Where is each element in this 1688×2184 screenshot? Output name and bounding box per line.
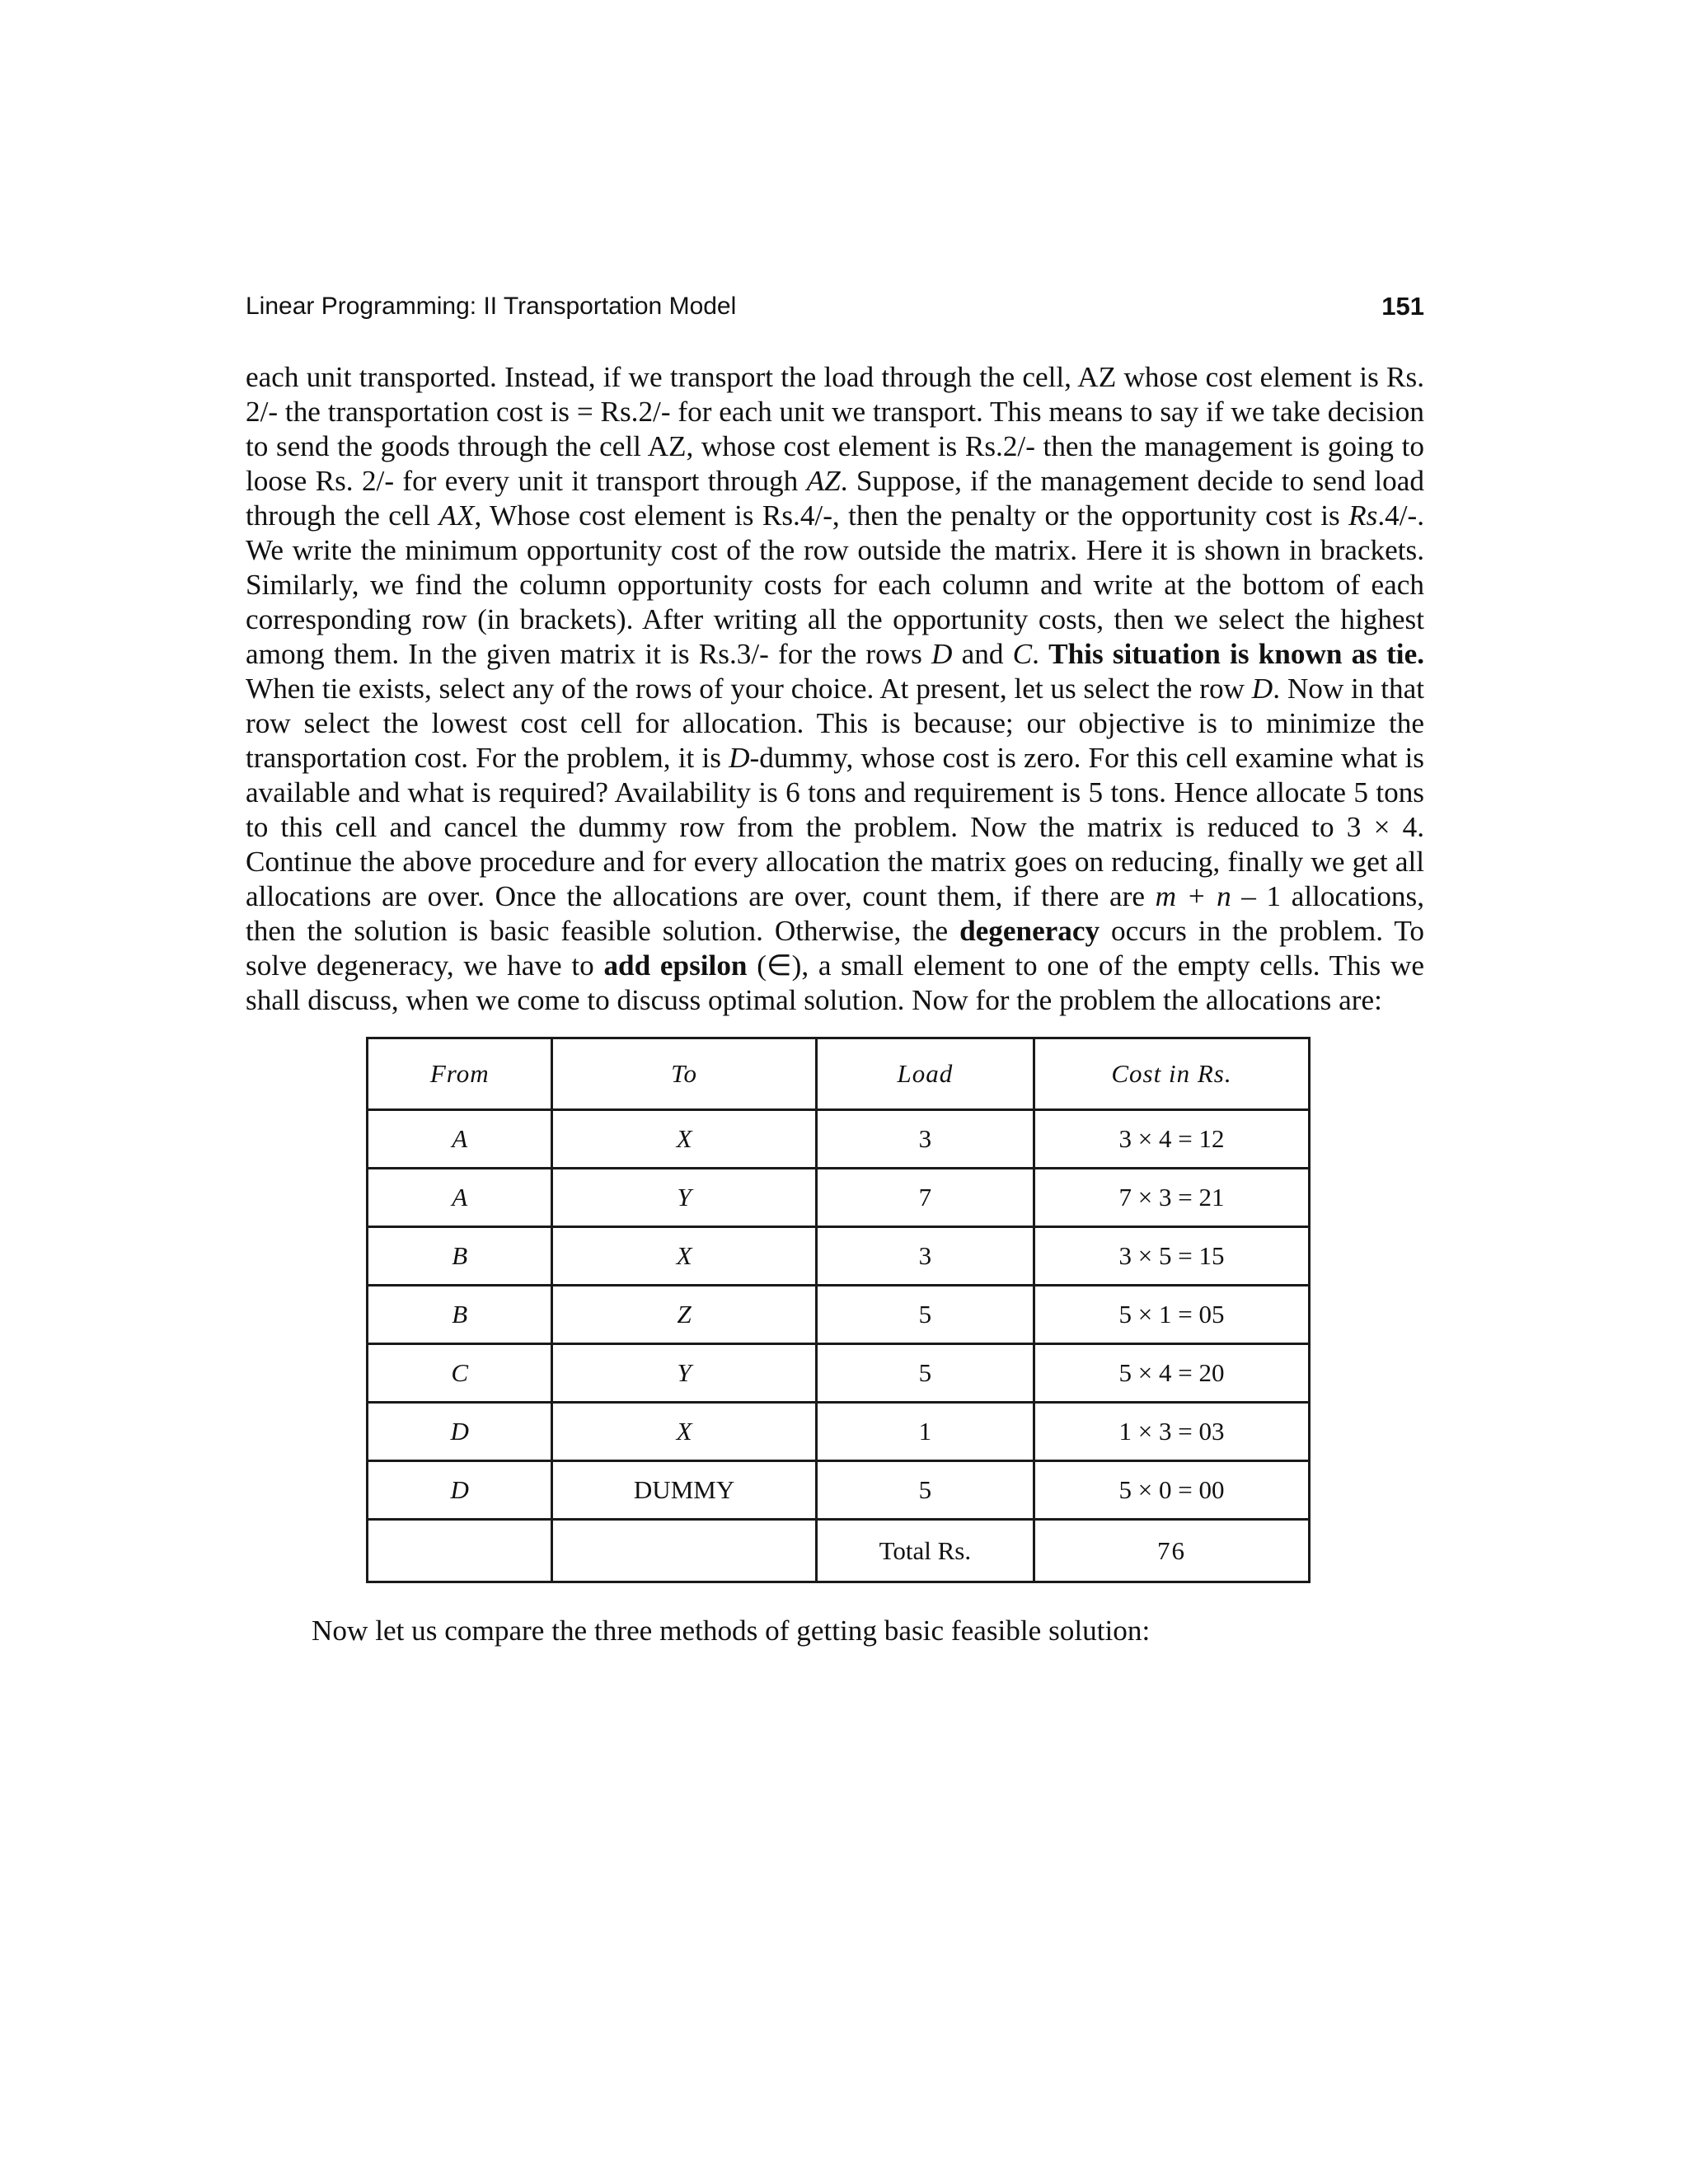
total-value: 76 [1034,1520,1309,1582]
cell-load: 1 [816,1403,1034,1461]
allocation-table [366,1037,1311,1583]
cell-to: Y [552,1344,816,1403]
cell-cost: 5 × 0 = 00 [1034,1461,1309,1520]
cell-to: X [552,1227,816,1286]
cell-from: C [368,1344,552,1403]
cell-from: B [368,1286,552,1344]
epsilon-emphasis: add epsilon [603,949,748,982]
cell-to: Z [552,1286,816,1344]
total-empty-cell [552,1520,816,1582]
cell-load: 7 [816,1169,1034,1227]
body-paragraph [246,360,1424,1018]
page-header [246,290,1424,326]
cell-from: D [368,1461,552,1520]
header-to: To [552,1038,816,1110]
cell-cost: 3 × 5 = 15 [1034,1227,1309,1286]
cell-to: X [552,1110,816,1169]
cell-to: DUMMY [552,1461,816,1520]
paragraph-text: each unit transported. Instead, if we transport the load through the cell, AZ whose cost element is Rs. 2/- the transportation cost is = Rs.2/- for each unit we transport. This means to say if we take decision to send the goods through the cell AZ, whose cost element is Rs.2/- then the management is going to loose Rs. 2/- for every unit it transport through AZ. Suppose, if the management decide to send load through the cell AX, Whose cost element is Rs.4/-, then the penalty or the opportunity cost is Rs.4/-. We write the minimum opportunity cost of the row outside the matrix. Here it is shown in brackets. Similarly, we find the column opportunity costs for each column and write at the bottom of each corresponding row (in brackets). After writing all the opportunity costs, then we select the highest among them. In the given matrix it is Rs.3/- for the rows D and C. This situation is known as tie. When tie exists, select any of the rows of your choice. At present, let us select the row D. Now in that row select the lowest cost cell for allocation. This is because; our objective is to minimize the transportation cost. For the problem, it is D-dummy, whose cost is zero. For this cell examine what is available and what is required? Availability is 6 tons and requirement is 5 tons. Hence allocate 5 tons to this cell and cancel the dummy row from the problem. Now the matrix is reduced to 3 × 4. Continue the above procedure and for every allocation the matrix goes on reducing, finally we get all allocations are over. Once the allocations are over, count them, if there are m + n – 1 allocations, then the solution is basic feasible solution. Otherwise, the degeneracy occurs in the problem. To solve degeneracy, we have to add epsilon (∈), a small element to one of the empty cells. This we shall discuss, when we come to discuss optimal solution. Now for the problem the allocations are: [246,361,1424,1016]
table-header-row [368,1038,1310,1110]
page-number: 151 [1381,292,1424,321]
running-title: Linear Programming: II Transportation Model [246,293,737,320]
cell-load: 5 [816,1344,1034,1403]
total-label: Total Rs. [816,1520,1034,1582]
table-row [368,1403,1310,1461]
cell-from: A [368,1110,552,1169]
table-row [368,1169,1310,1227]
total-row [368,1520,1310,1582]
cell-cost: 5 × 1 = 05 [1034,1286,1309,1344]
table-row [368,1344,1310,1403]
table-row [368,1227,1310,1286]
cell-from: D [368,1403,552,1461]
tie-emphasis: This situation is known as tie. [1048,638,1424,670]
cell-cost: 7 × 3 = 21 [1034,1169,1309,1227]
cell-from: A [368,1169,552,1227]
header-load: Load [816,1038,1034,1110]
degeneracy-emphasis: degeneracy [959,915,1100,947]
table-row [368,1286,1310,1344]
cell-load: 3 [816,1227,1034,1286]
cell-cost: 5 × 4 = 20 [1034,1344,1309,1403]
cell-cost: 3 × 4 = 12 [1034,1110,1309,1169]
table-row [368,1110,1310,1169]
cell-to: Y [552,1169,816,1227]
cell-load: 5 [816,1461,1034,1520]
table-row [368,1461,1310,1520]
cell-to: X [552,1403,816,1461]
total-empty-cell [368,1520,552,1582]
cell-from: B [368,1227,552,1286]
cell-load: 3 [816,1110,1034,1169]
cell-load: 5 [816,1286,1034,1344]
header-from: From [368,1038,552,1110]
header-cost: Cost in Rs. [1034,1038,1309,1110]
closing-sentence: Now let us compare the three methods of getting basic feasible solution: [312,1615,1151,1647]
cell-cost: 1 × 3 = 03 [1034,1403,1309,1461]
